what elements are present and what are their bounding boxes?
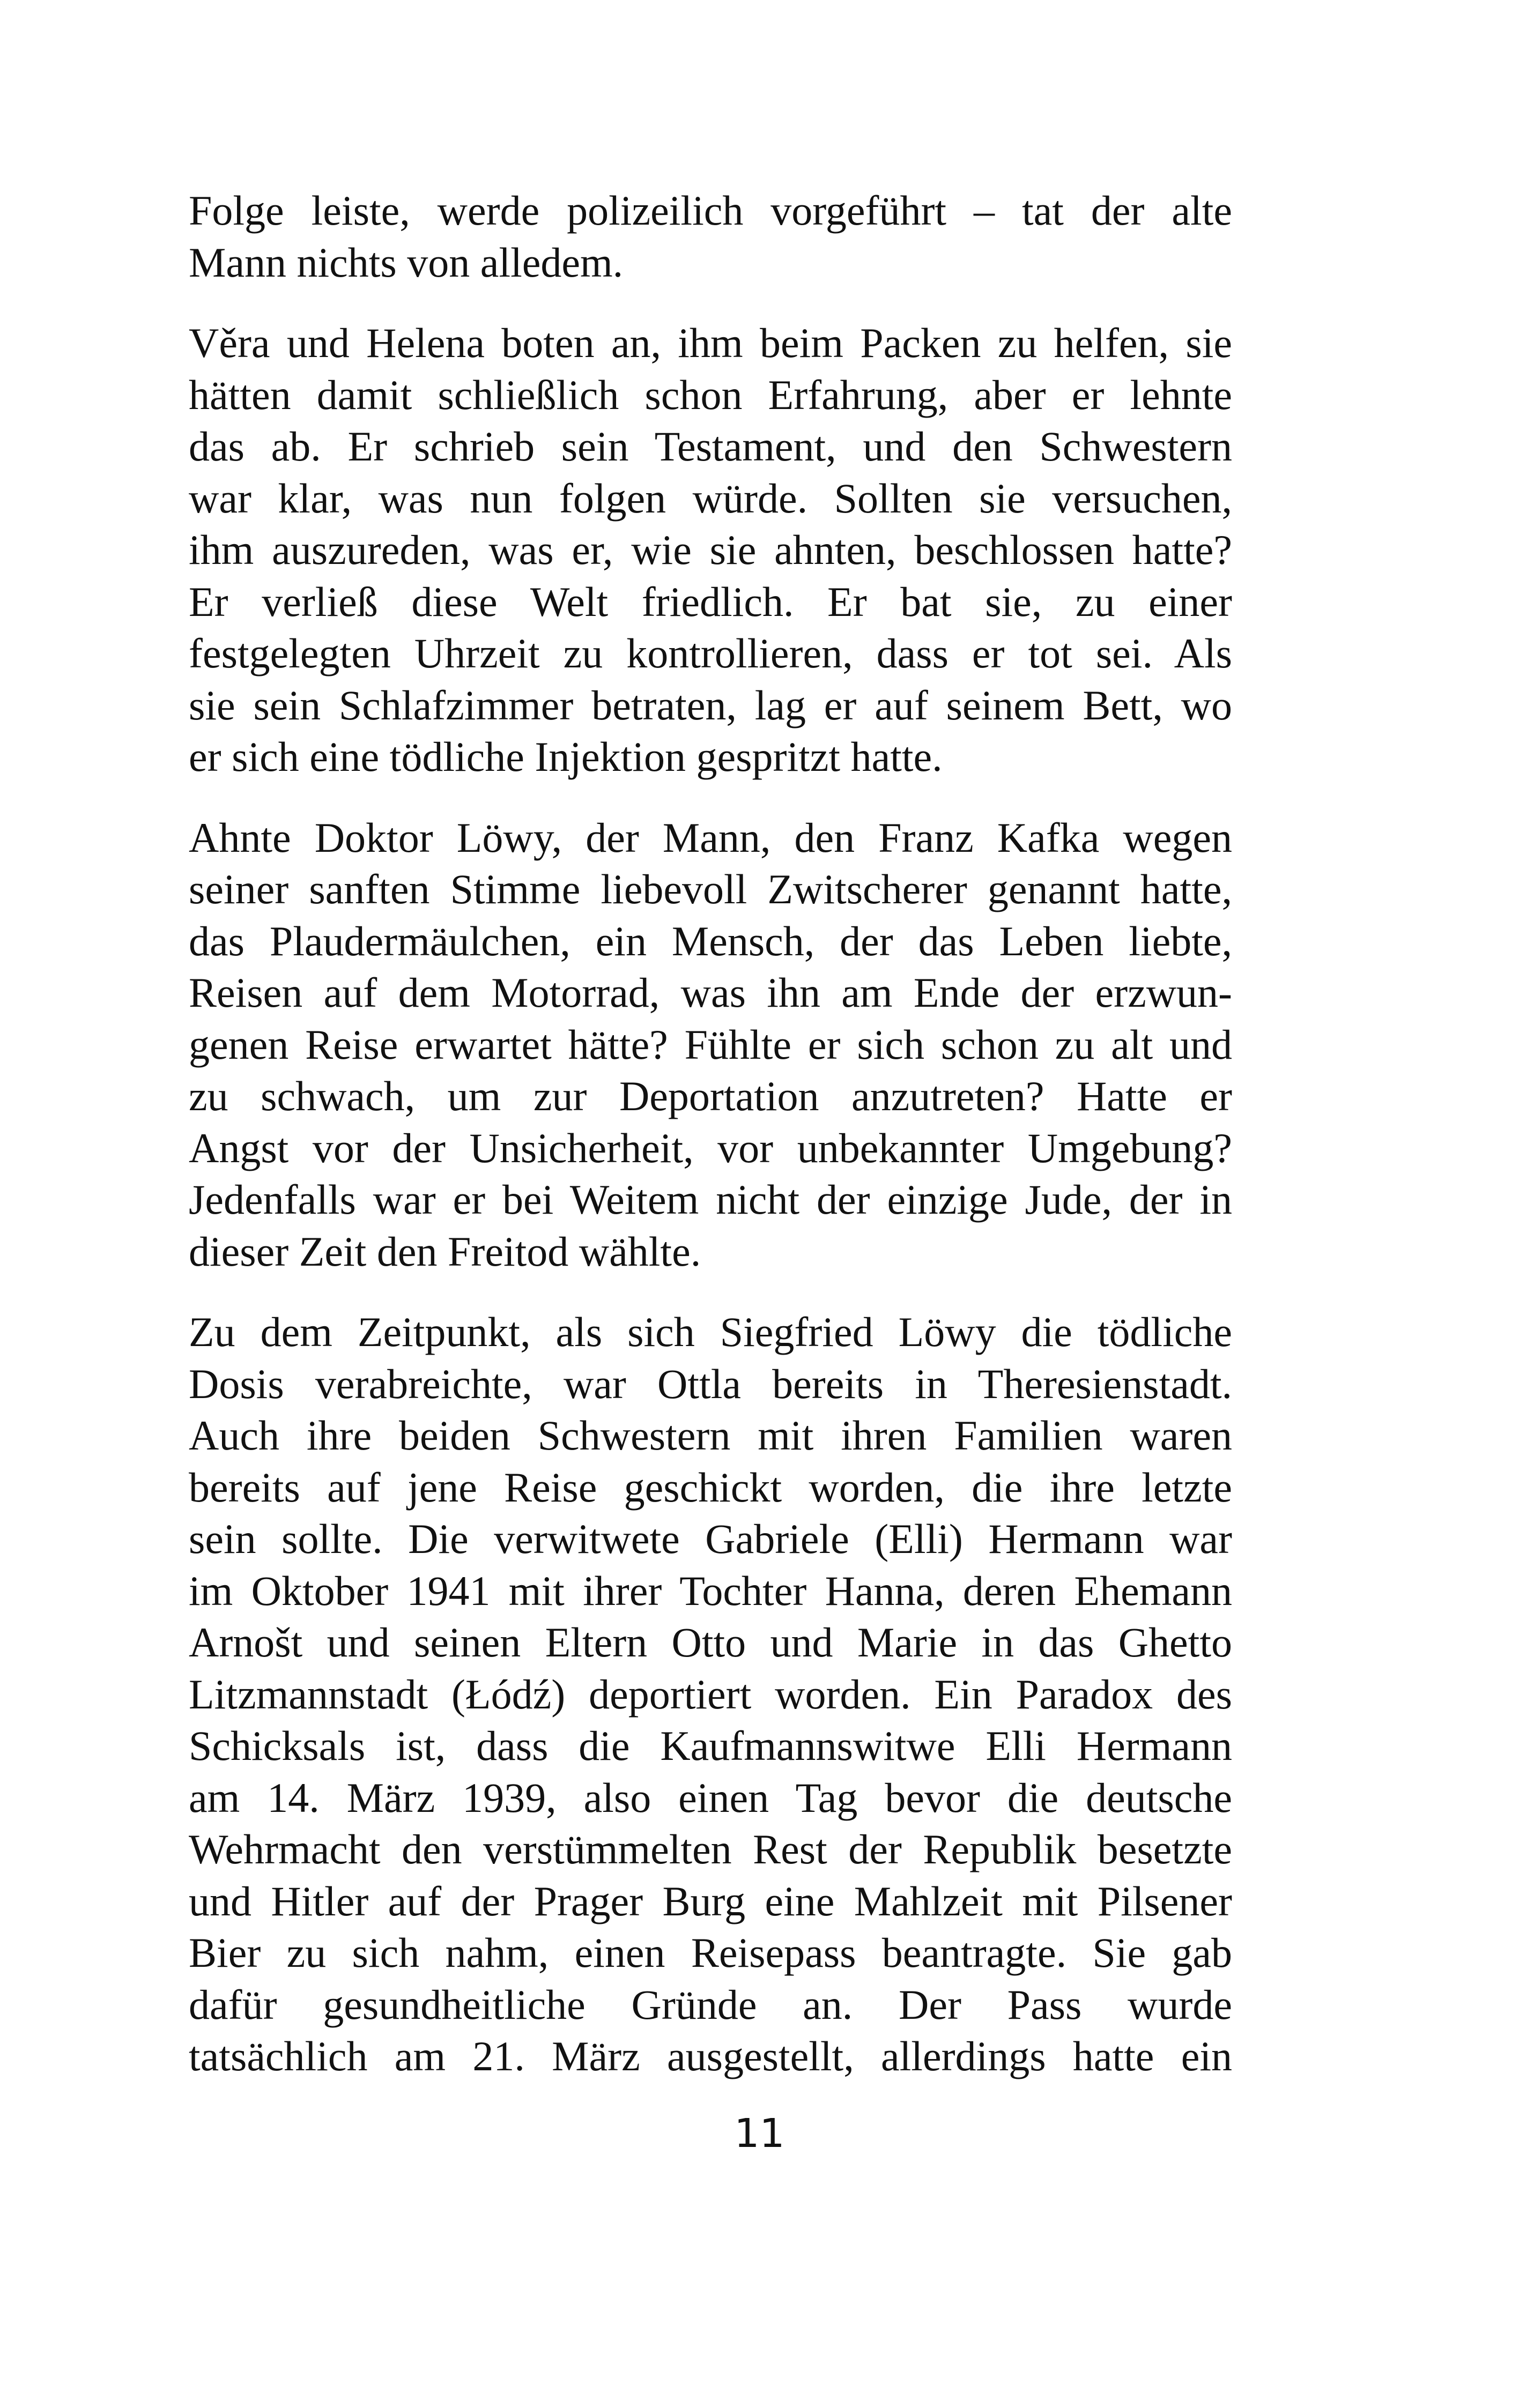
paragraph-3 bbox=[189, 812, 1232, 1278]
text-line: Arnošt und seinen Eltern Otto und Marie in das Ghetto bbox=[189, 1619, 1232, 1666]
text-line: sie sein Schlafzimmer betraten, lag er auf seinem Bett, wo bbox=[189, 681, 1232, 729]
text-line: ihm auszureden, was er, wie sie ahnten, beschlossen hatte? bbox=[189, 526, 1232, 573]
page-number: 11 bbox=[734, 2110, 785, 2157]
text-line: das Plaudermäulchen, ein Mensch, der das Leben liebte, bbox=[189, 917, 1232, 964]
text-line: hätten damit schließlich schon Erfahrung, aber er lehnte bbox=[189, 371, 1232, 418]
text-line: sein sollte. Die verwitwete Gabriele (Elli) Hermann war bbox=[189, 1515, 1232, 1562]
text-line: Dosis verabreichte, war Ottla bereits in Theresienstadt. bbox=[189, 1360, 1232, 1407]
paragraph-2 bbox=[189, 317, 1232, 783]
text-line: im Oktober 1941 mit ihrer Tochter Hanna, deren Ehemann bbox=[189, 1567, 1232, 1614]
text-line: Bier zu sich nahm, einen Reisepass beantragte. Sie gab bbox=[189, 1929, 1232, 1976]
text-line: war klar, was nun folgen würde. Sollten sie versuchen, bbox=[189, 474, 1232, 522]
paragraph-1 bbox=[189, 185, 1232, 288]
text-line: er sich eine tödliche Injektion gespritzt hatte. bbox=[189, 733, 943, 780]
text-line: Zu dem Zeitpunkt, als sich Siegfried Löwy die tödliche bbox=[189, 1309, 1232, 1355]
text-line: und Hitler auf der Prager Burg eine Mahlzeit mit Pilsener bbox=[189, 1877, 1232, 1924]
body-text bbox=[189, 185, 1232, 2083]
text-line: tatsächlich am 21. März ausgestellt, allerdings hatte ein bbox=[189, 2033, 1232, 2079]
text-line: Reisen auf dem Motorrad, was ihn am Ende der erzwun- bbox=[189, 969, 1232, 1016]
text-line: Er verließ diese Welt friedlich. Er bat sie, zu einer bbox=[189, 578, 1232, 625]
text-line: zu schwach, um zur Deportation anzutreten? Hatte er bbox=[189, 1073, 1232, 1119]
text-line: Ahnte Doktor Löwy, der Mann, den Franz Kafka wegen bbox=[189, 814, 1232, 861]
text-line: seiner sanften Stimme liebevoll Zwitscherer genannt hatte, bbox=[189, 866, 1232, 912]
text-line: Mann nichts von alledem. bbox=[189, 239, 624, 286]
text-line: bereits auf jene Reise geschickt worden, die ihre letzte bbox=[189, 1463, 1232, 1511]
text-line: am 14. März 1939, also einen Tag bevor die deutsche bbox=[189, 1774, 1232, 1821]
text-line: dafür gesundheitliche Gründe an. Der Pass wurde bbox=[189, 1981, 1232, 2028]
text-line: dieser Zeit den Freitod wählte. bbox=[189, 1228, 701, 1275]
paragraph-4 bbox=[189, 1306, 1232, 2083]
text-line: das ab. Er schrieb sein Testament, und den Schwestern bbox=[189, 423, 1232, 470]
text-line: Schicksals ist, dass die Kaufmannswitwe Elli Hermann bbox=[189, 1722, 1232, 1769]
text-line: Wehrmacht den verstümmelten Rest der Republik besetzte bbox=[189, 1826, 1232, 1872]
text-line: Litzmannstadt (Łódź) deportiert worden. Ein Paradox des bbox=[189, 1670, 1232, 1718]
text-line: Angst vor der Unsicherheit, vor unbekannter Umgebung? bbox=[189, 1124, 1232, 1171]
text-line: genen Reise erwartet hätte? Fühlte er sich schon zu alt und bbox=[189, 1021, 1232, 1068]
text-line: Věra und Helena boten an, ihm beim Packen zu helfen, sie bbox=[189, 319, 1232, 366]
text-line: Auch ihre beiden Schwestern mit ihren Familien waren bbox=[189, 1412, 1232, 1459]
text-line: festgelegten Uhrzeit zu kontrollieren, dass er tot sei. Als bbox=[189, 630, 1232, 677]
text-line: Jedenfalls war er bei Weitem nicht der einzige Jude, der in bbox=[189, 1176, 1232, 1223]
text-line: Folge leiste, werde polizeilich vorgeführt – tat der alte bbox=[189, 187, 1232, 234]
